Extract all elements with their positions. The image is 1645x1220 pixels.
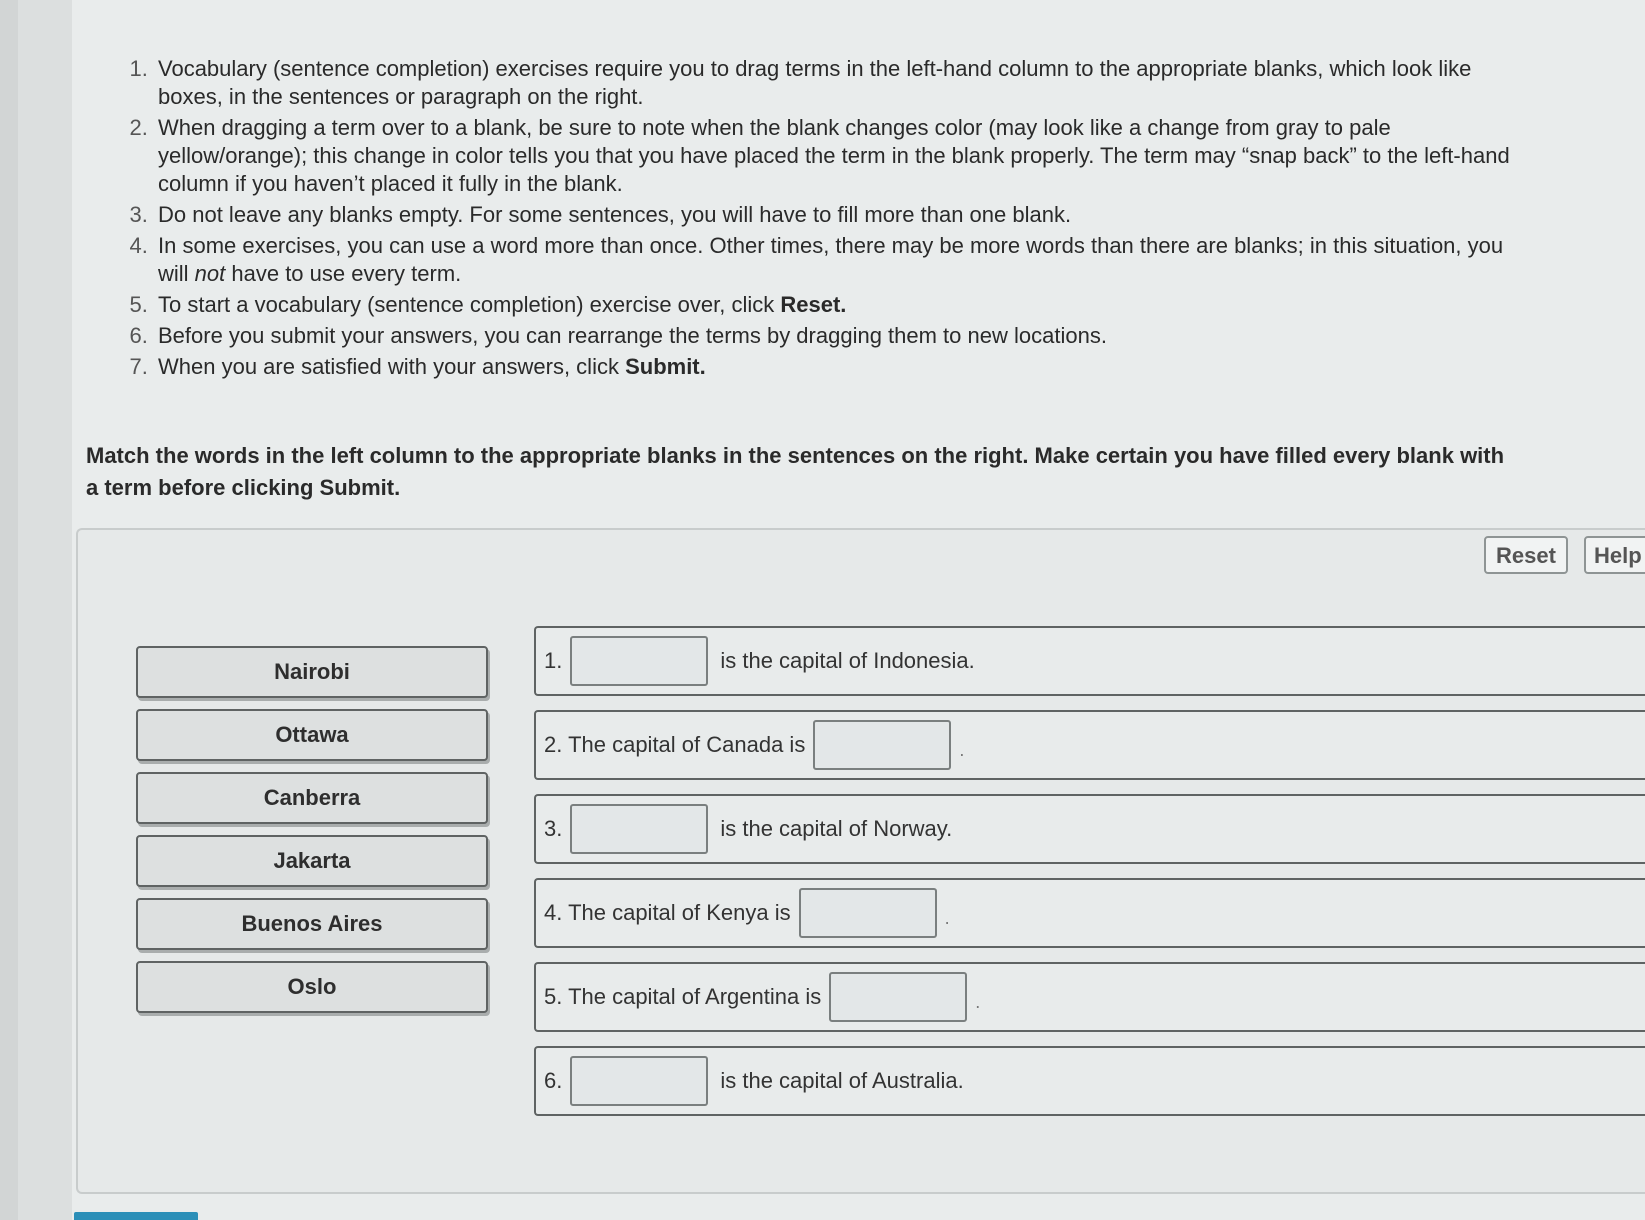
sentence-6: [534, 1046, 1645, 1116]
term-ottawa[interactable]: Ottawa: [136, 709, 488, 761]
term-jakarta[interactable]: Jakarta: [136, 835, 488, 887]
blank-6[interactable]: [570, 1056, 708, 1106]
sentence-number: 6.: [544, 1068, 563, 1093]
sentence-text: is the capital of Australia.: [720, 1068, 964, 1093]
sentence-1: [534, 626, 1645, 696]
reset-button[interactable]: Reset: [1484, 536, 1568, 574]
sentence-period: .: [944, 907, 950, 928]
instruction-item: 7. When you are satisfied with your answers, click Submit.: [154, 353, 1534, 381]
sentence-3: [534, 794, 1645, 864]
sentence-text: 2. The capital of Canada is: [544, 732, 806, 757]
term-bank: [136, 646, 488, 1024]
sentence-5: [534, 962, 1645, 1032]
blank-3[interactable]: [570, 804, 708, 854]
term-nairobi[interactable]: Nairobi: [136, 646, 488, 698]
blank-2[interactable]: [813, 720, 951, 770]
term-canberra[interactable]: Canberra: [136, 772, 488, 824]
instruction-item: 1. Vocabulary (sentence completion) exercises require you to drag terms in the left-hand column to the appropriate blanks, which look like boxes, in the sentences or paragraph on the right.: [154, 55, 1534, 111]
sentence-period: .: [959, 739, 965, 760]
help-button[interactable]: Help: [1584, 536, 1645, 574]
sentence-number: 3.: [544, 816, 563, 841]
term-buenos-aires[interactable]: Buenos Aires: [136, 898, 488, 950]
sentence-2: [534, 710, 1645, 780]
instruction-item: 6. Before you submit your answers, you can rearrange the terms by dragging them to new locations.: [154, 322, 1534, 350]
sentence-text: is the capital of Norway.: [720, 816, 953, 841]
term-oslo[interactable]: Oslo: [136, 961, 488, 1013]
sentence-text: is the capital of Indonesia.: [720, 648, 975, 673]
exercise-prompt: Match the words in the left column to the appropriate blanks in the sentences on the right. Make certain you have filled every blank with a term before clicking Submit.: [86, 443, 1505, 500]
instructions-list: [80, 55, 1534, 384]
sentence-list: [534, 626, 1645, 1130]
sentence-text: 5. The capital of Argentina is: [544, 984, 822, 1009]
instruction-item: 4. In some exercises, you can use a word more than once. Other times, there may be more words than there are blanks; in this situation, you will not have to use every term.: [154, 232, 1534, 288]
submit-button-edge[interactable]: [74, 1212, 198, 1220]
blank-1[interactable]: [570, 636, 708, 686]
sentence-4: [534, 878, 1645, 948]
instruction-item: 2. When dragging a term over to a blank, be sure to note when the blank changes color (may look like a change from gray to pale yellow/orange); this change in color tells you that you have placed the term in the blank properly. The term may “snap back” to the left-hand column if you haven’t placed it fully in the blank.: [154, 114, 1534, 198]
left-edge: [0, 0, 18, 1220]
sentence-text: 4. The capital of Kenya is: [544, 900, 791, 925]
instruction-item: 3. Do not leave any blanks empty. For some sentences, you will have to fill more than one blank.: [154, 201, 1534, 229]
sentence-number: 1.: [544, 648, 563, 673]
sentence-period: .: [975, 991, 981, 1012]
blank-5[interactable]: [829, 972, 967, 1022]
instruction-item: 5. To start a vocabulary (sentence completion) exercise over, click Reset.: [154, 291, 1534, 319]
blank-4[interactable]: [799, 888, 937, 938]
